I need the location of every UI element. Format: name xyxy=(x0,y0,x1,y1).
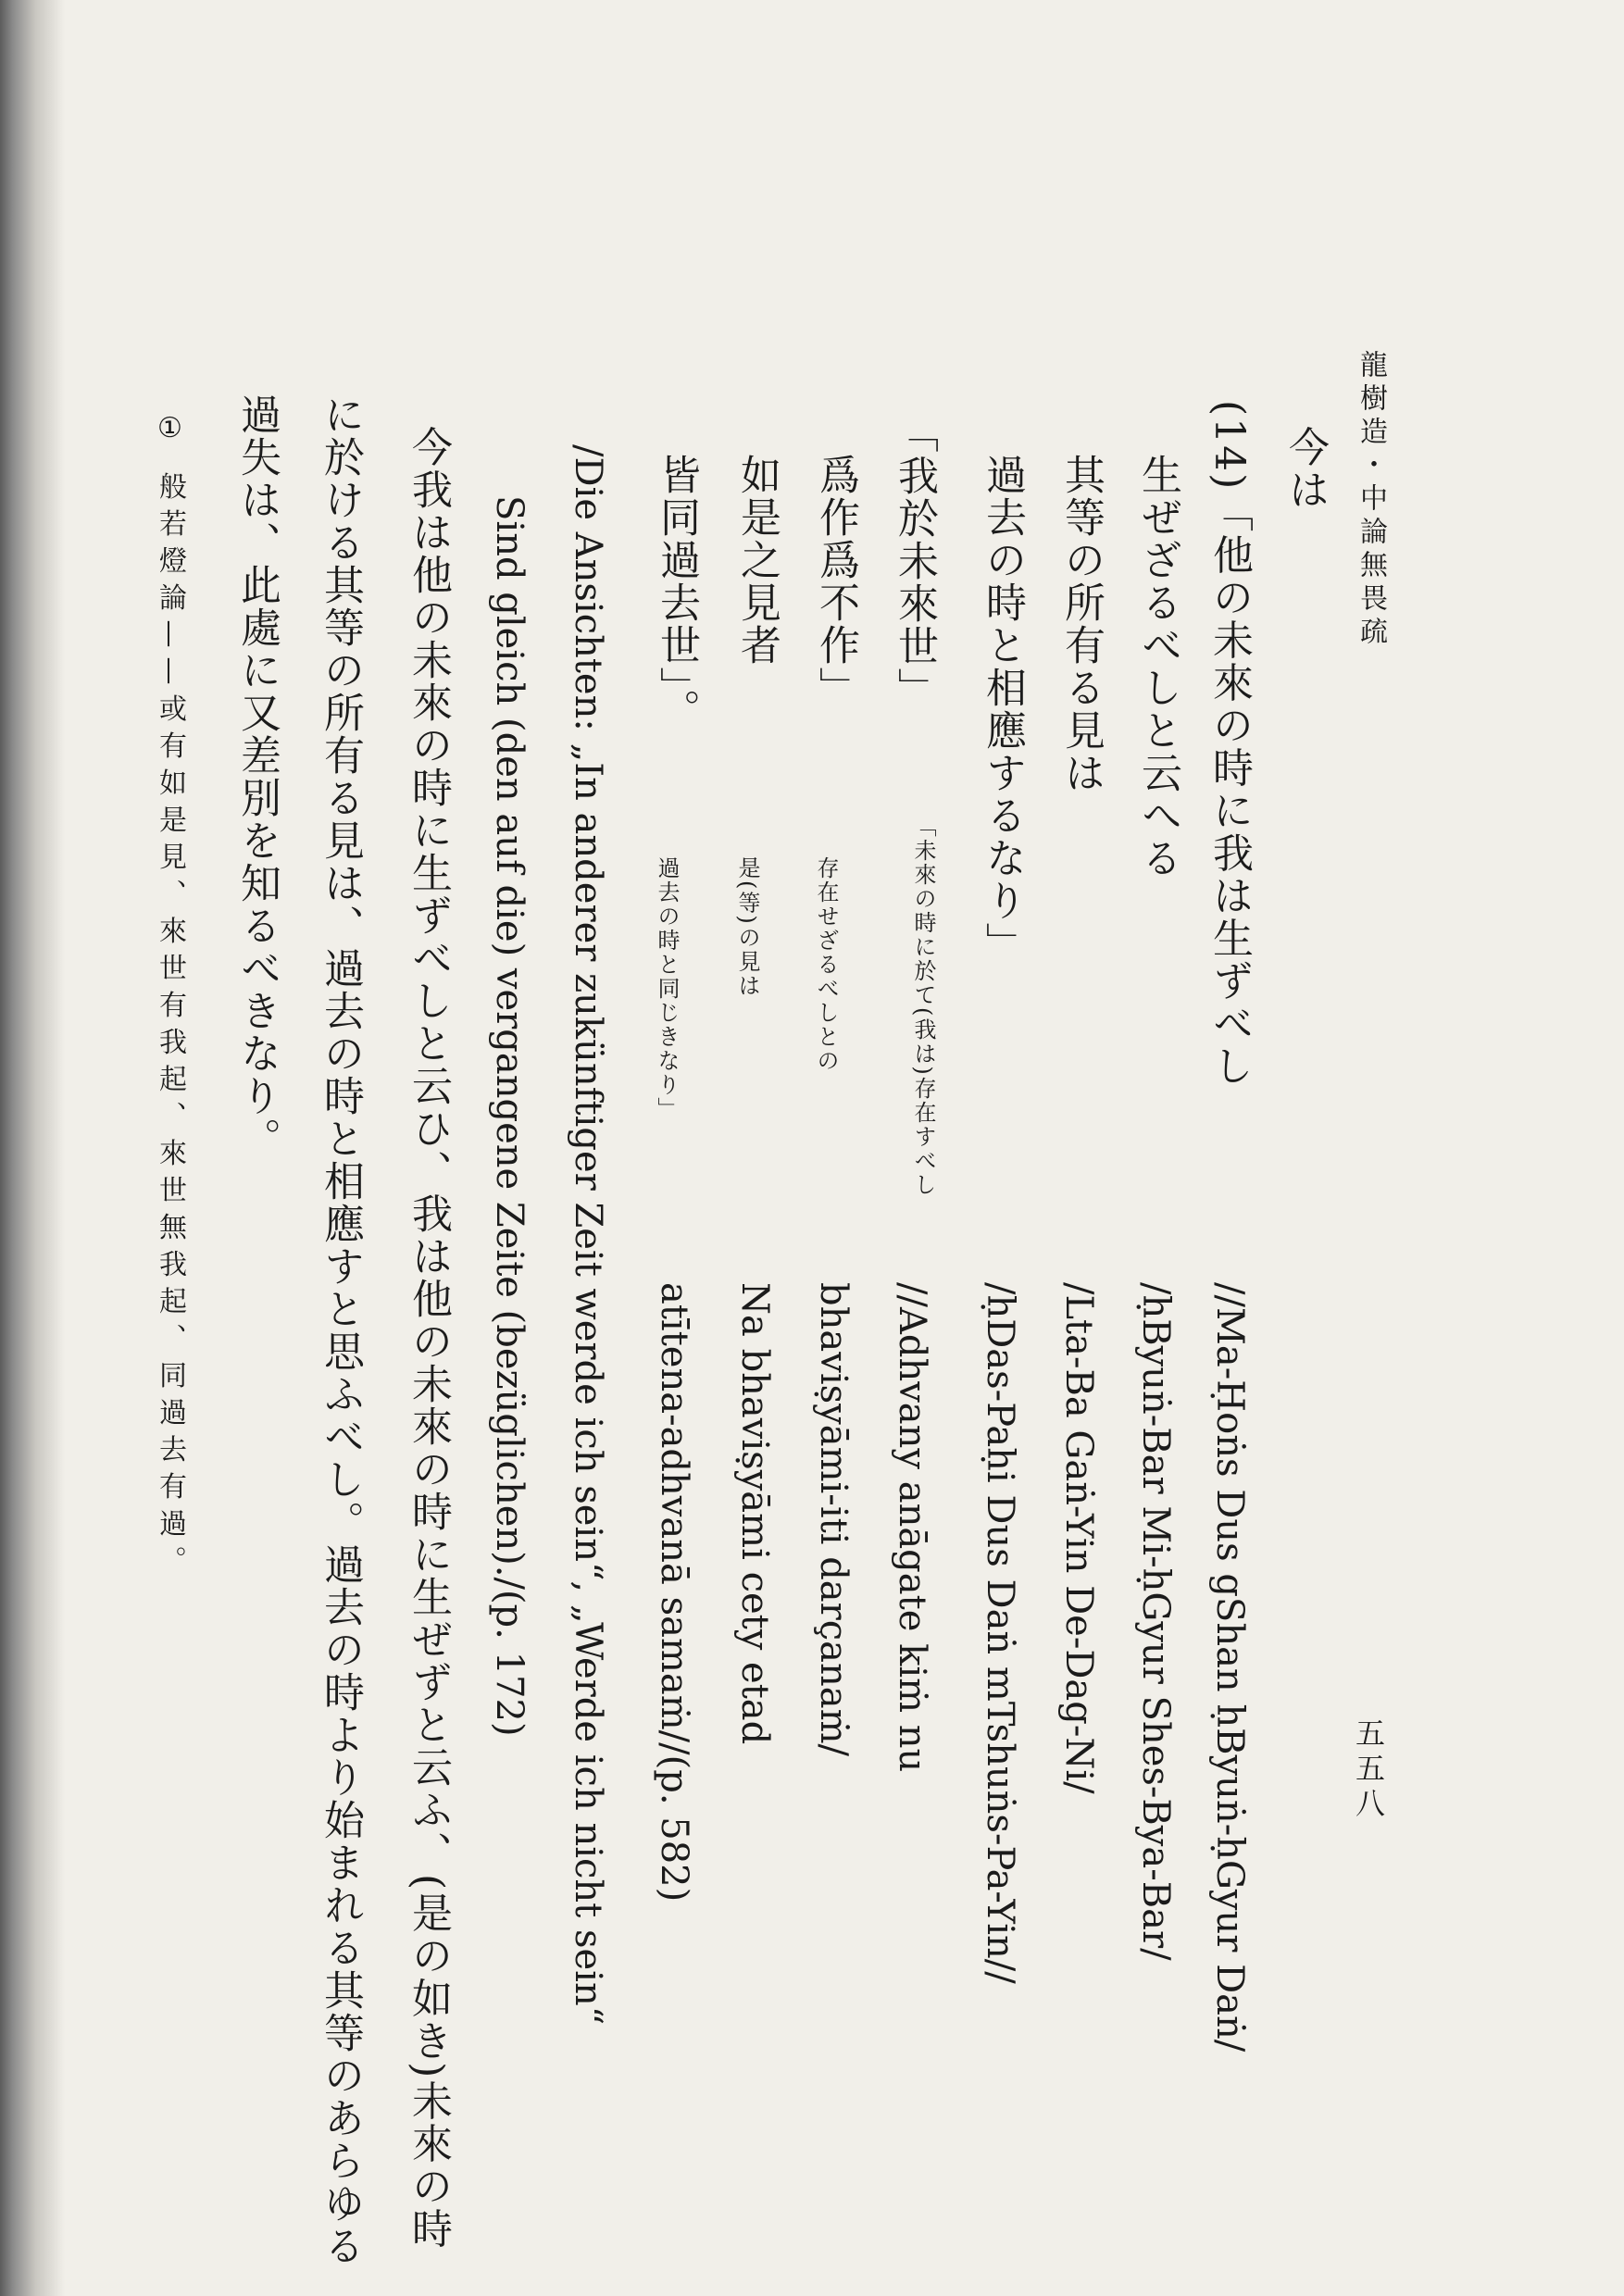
gloss-line-1: 「未來の時に於て(我は)存在すべし xyxy=(910,815,936,1197)
tibetan-line-2: /ḥByuṅ-Bar Mi-ḥGyur Shes-Bya-Bar/ xyxy=(1134,1282,1177,1961)
sanskrit-line-2: bhaviṣyāmi-iti darçanaṁ/ xyxy=(812,1282,855,1757)
commentary-line-1: 今我は他の未來の時に生ずべしと云ひ、我は他の未來の時に生ぜずと云ふ、(是の如き)未來の時 xyxy=(405,426,452,2251)
intro-text: 今は xyxy=(1281,426,1329,511)
footnote: ① 般若燈論——或有如是見、來世有我起、來世無我起、同過去有過。 xyxy=(154,412,186,1583)
tibetan-line-3: /Lta-Ba Gaṅ-Yin De-Dag-Ni/ xyxy=(1057,1282,1100,1794)
german-line-2: Sind gleich (den auf die) vergangene Zeite (bezüglichen)./(p. 172) xyxy=(488,495,531,1737)
sanskrit-line-4: atītena-adhvanā samaṁ//(p. 582) xyxy=(653,1282,695,1903)
gloss-line-3: 是(等)の見は xyxy=(734,856,760,998)
verse-14-line-3: 其等の所有る見は xyxy=(1057,454,1105,794)
sanskrit-line-3: Na bhaviṣyāmi cety etad xyxy=(733,1282,776,1745)
chinese-verse-line-1: 「我於未來世」 xyxy=(891,412,938,710)
commentary-line-2: に於ける其等の所有る見は、過去の時と相應すと思ふべし。過去の時より始まれる其等のあらゆる xyxy=(317,393,364,2267)
chinese-verse-line-3: 如是之見者 xyxy=(733,454,781,667)
sanskrit-line-1: //Adhvany anāgate kiṁ nu xyxy=(891,1282,933,1773)
tibetan-line-4: /ḥDas-Paḥi Dus Daṅ mTshuṅs-Pa-Yin// xyxy=(979,1282,1021,1984)
page-number: 五五八 xyxy=(1351,1717,1386,1823)
verse-14-line-2: 生ぜざるべしと云へる xyxy=(1134,454,1181,880)
verse-14-line-4: 過去の時と相應するなり」 xyxy=(979,454,1026,965)
commentary-line-3: 過失は、此處に又差別を知るべきなり。 xyxy=(233,393,281,1160)
german-line-1: /Die Ansichten: „In anderer zukünftiger Zeit werde ich sein“, „Werde ich nicht sein“ xyxy=(567,444,609,2026)
chinese-verse-line-4: 皆同過去世」。 xyxy=(653,454,700,731)
tibetan-line-1: //Ma-Ḥoṅs Dus gShan ḥByuṅ-ḥGyur Daṅ/ xyxy=(1208,1282,1251,2053)
chinese-verse-line-2: 爲作爲不作」 xyxy=(812,454,859,709)
gloss-line-2: 存在せざるべしとの xyxy=(813,856,839,1073)
book-spine-shadow xyxy=(0,0,65,2296)
verse-14-line-1: (14)「他の未來の時に我は生ずべし xyxy=(1206,400,1253,1088)
running-title: 龍樹造・中論無畏疏 xyxy=(1355,350,1387,650)
gloss-line-4: 過去の時と同じきなり」 xyxy=(654,856,680,1121)
